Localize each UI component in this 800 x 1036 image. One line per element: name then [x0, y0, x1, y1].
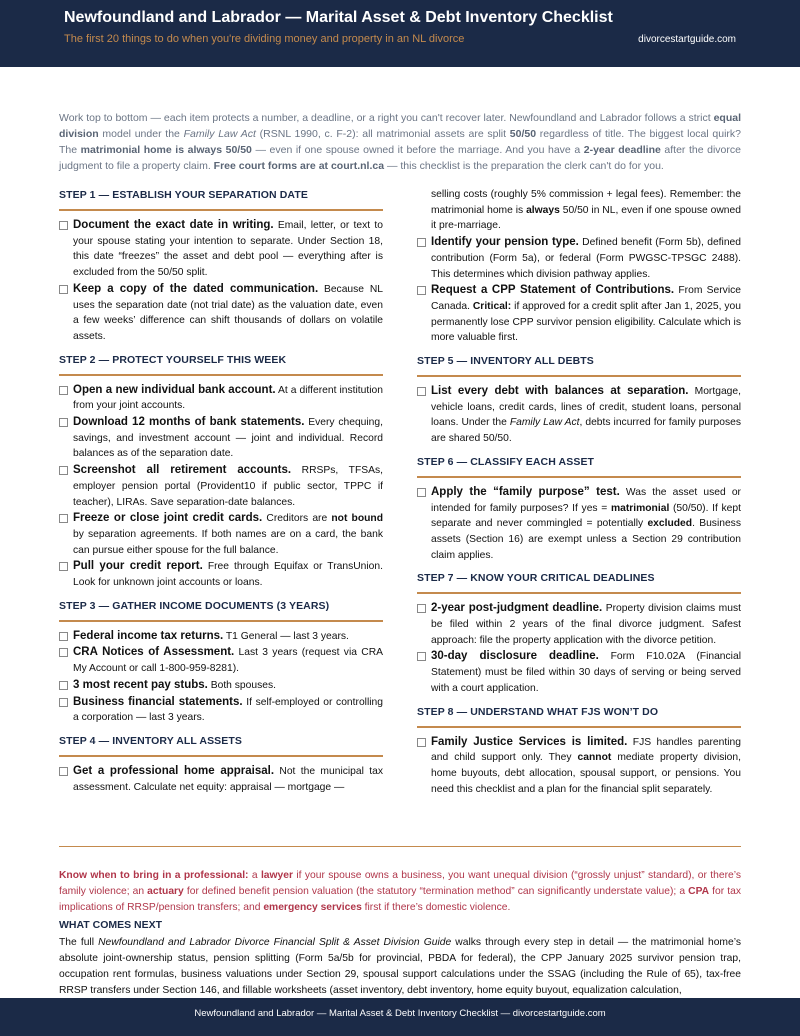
step-1-section: [59, 189, 383, 345]
checklist-item-continuation: selling costs (roughly 5% commission + legal fees). Remember: the matrimonial home is always 50/50 in NL, even if one spouse owned it pre-marriage.: [431, 189, 741, 232]
step-heading: STEP 5 — INVENTORY ALL DEBTS: [417, 355, 741, 377]
page-title: Newfoundland and Labrador — Marital Asset & Debt Inventory Checklist: [64, 9, 613, 26]
page-subtitle: The first 20 things to do when you're dividing money and property in an NL divorce: [64, 33, 465, 45]
checklist-item: Freeze or close joint credit cards. Creditors are not bound by separation agreements. If both names are on a card, the bank can pursue either spouse for the full balance.: [59, 511, 383, 558]
step-heading: STEP 8 — UNDERSTAND WHAT FJS WON’T DO: [417, 706, 741, 728]
step-heading: STEP 6 — CLASSIFY EACH ASSET: [417, 456, 741, 478]
checkbox[interactable]: [417, 488, 426, 497]
checklist-item: Document the exact date in writing. Email, letter, or text to your spouse stating your intention to separate. Under Section 18, this date “freezes” the asset and debt pool — everything after is excluded from the 50/50 split.: [59, 218, 383, 281]
step-3-section: [59, 600, 383, 726]
checkbox[interactable]: [59, 418, 68, 427]
checklist-item: 30-day disclosure deadline. Form F10.02A (Financial Statement) must be filed within 30 days of serving or being served with a court application.: [417, 649, 741, 696]
what-comes-next-body: The full Newfoundland and Labrador Divorce Financial Split & Asset Division Guide walks through every step in detail — the matrimonial home’s absolute joint-ownership status, pension splitting (Form 5a/5b for provincial, PBDA for federal), the CPP January 2025 survivor pension trap, occupation rent formulas, business valuations under Section 29, spousal support calculations under the SSAG (including the Rule of 65), tax-free RRSP transfers under Section 146, and fillable worksheets (asset inventory, debt inventory, home equity buyout, equalization calculation,: [59, 937, 741, 996]
checklist-item: Open a new individual bank account. At a different institution from your joint accounts.: [59, 383, 383, 414]
page-header: [0, 0, 800, 67]
checkbox[interactable]: [59, 562, 68, 571]
checklist-item: Request a CPP Statement of Contributions. From Service Canada. Critical: if approved for a credit split after Jan 1, 2025, you permanently lose CPP survivor pension eligibility. Calculate which is more valuable first.: [417, 283, 741, 346]
step-7-section: [417, 572, 741, 696]
checkbox[interactable]: [417, 604, 426, 613]
checklist-item: Download 12 months of bank statements. Every chequing, savings, and investment account — joint and individual. Record balances as of the separation date.: [59, 415, 383, 462]
checkbox[interactable]: [59, 632, 68, 641]
checkbox[interactable]: [417, 286, 426, 295]
checklist-item: Federal income tax returns. T1 General — last 3 years.: [59, 629, 383, 645]
checklist-item: 3 most recent pay stubs. Both spouses.: [59, 678, 383, 694]
checkbox[interactable]: [59, 514, 68, 523]
checklist-item: List every debt with balances at separation. Mortgage, vehicle loans, credit cards, lines of credit, student loans, personal loans. Under the Family Law Act, debts incurred for family purposes are shared 50/50.: [417, 384, 741, 447]
step-heading: STEP 3 — GATHER INCOME DOCUMENTS (3 YEARS): [59, 600, 383, 622]
checkbox[interactable]: [59, 767, 68, 776]
intro-paragraph: Work top to bottom — each item protects a number, a deadline, or a right you can't recover later. Newfoundland and Labrador follows a strict equal division model under the Family Law Act (RSNL 1990, c. F-2): all matrimonial assets are split 50/50 regardless of title. The biggest local quirk? The matrimonial home is always 50/50 — even if one spouse owned it before the marriage. And you have a 2-year deadline after the divorce judgment to file a property claim. Free court forms are at court.nl.ca — this checklist is the preparation the clerk can't do for you.: [59, 112, 742, 172]
checkbox[interactable]: [59, 386, 68, 395]
checkbox[interactable]: [417, 238, 426, 247]
checkbox[interactable]: [417, 387, 426, 396]
section-divider: [59, 846, 741, 847]
step-heading: STEP 1 — ESTABLISH YOUR SEPARATION DATE: [59, 189, 383, 211]
checkbox[interactable]: [59, 466, 68, 475]
checkbox[interactable]: [417, 652, 426, 661]
checklist-item: CRA Notices of Assessment. Last 3 years (request via CRA My Account or call 1-800-959-8281).: [59, 645, 383, 676]
step-8-section: [417, 706, 741, 798]
checklist-item: Keep a copy of the dated communication. Because NL uses the separation date (not trial date) as the valuation date, even a few weeks’ difference can shift thousands of dollars on volatile assets.: [59, 282, 383, 345]
checkbox[interactable]: [59, 681, 68, 690]
checklist-item: Family Justice Services is limited. FJS handles parenting and child support only. They cannot mediate property division, home buyouts, debt allocation, spousal support, or pensions. You need this checklist and a plan for the financial split separately.: [417, 735, 741, 798]
step-4-continued: [417, 187, 741, 346]
checkbox[interactable]: [59, 648, 68, 657]
step-heading: STEP 4 — INVENTORY ALL ASSETS: [59, 735, 383, 757]
step-2-section: [59, 354, 383, 591]
checklist-item: Identify your pension type. Defined benefit (Form 5b), defined contribution (Form 5a), or federal (Form PWGSC-TPSGC 2488). This determines which division pathway applies.: [417, 235, 741, 282]
professional-advice-note: Know when to bring in a professional: a lawyer if your spouse owns a business, you want unequal division (“grossly unjust” standard), or there’s family violence; an actuary for defined benefit pension valuation (the statutory “termination method” can significantly understate value); a CPA for tax implications of RRSP/pension transfers; and emergency services first if there’s domestic violence.: [59, 870, 741, 913]
checklist-item: Business financial statements. If self-employed or controlling a corporation — last 3 years.: [59, 695, 383, 726]
checklist-item: Screenshot all retirement accounts. RRSPs, TFSAs, employer pension portal (Provident10 if public sector, TPPC if teacher), LIRAs. Save separation-date balances.: [59, 463, 383, 510]
checkbox[interactable]: [59, 221, 68, 230]
step-heading: STEP 7 — KNOW YOUR CRITICAL DEADLINES: [417, 572, 741, 594]
checkbox[interactable]: [59, 698, 68, 707]
site-link[interactable]: divorcestartguide.com: [638, 34, 736, 45]
right-column: [417, 187, 741, 806]
checkbox[interactable]: [417, 738, 426, 747]
step-heading: STEP 2 — PROTECT YOURSELF THIS WEEK: [59, 354, 383, 376]
checklist-item: Apply the “family purpose” test. Was the asset used or intended for family purposes? If yes = matrimonial (50/50). If kept separate and never commingled = potentially excluded. Business assets (Section 16) are exempt unless a Section 29 contribution claim applies.: [417, 485, 741, 564]
checklist-item: 2-year post-judgment deadline. Property division claims must be filed within 2 years of the final divorce judgment. Safest approach: file the property application with the divorce petition.: [417, 601, 741, 648]
checklist-item: Pull your credit report. Free through Equifax or TransUnion. Look for unknown joint accounts or loans.: [59, 559, 383, 590]
left-column: [59, 189, 383, 804]
step-4-section: [59, 735, 383, 795]
step-6-section: [417, 456, 741, 564]
page-footer: Newfoundland and Labrador — Marital Asset & Debt Inventory Checklist — divorcestartguide.com: [0, 998, 800, 1036]
checklist-item: Get a professional home appraisal. Not the municipal tax assessment. Calculate net equity: appraisal — mortgage —: [59, 764, 383, 795]
what-comes-next-heading: WHAT COMES NEXT: [59, 919, 163, 931]
checkbox[interactable]: [59, 285, 68, 294]
step-5-section: [417, 355, 741, 447]
